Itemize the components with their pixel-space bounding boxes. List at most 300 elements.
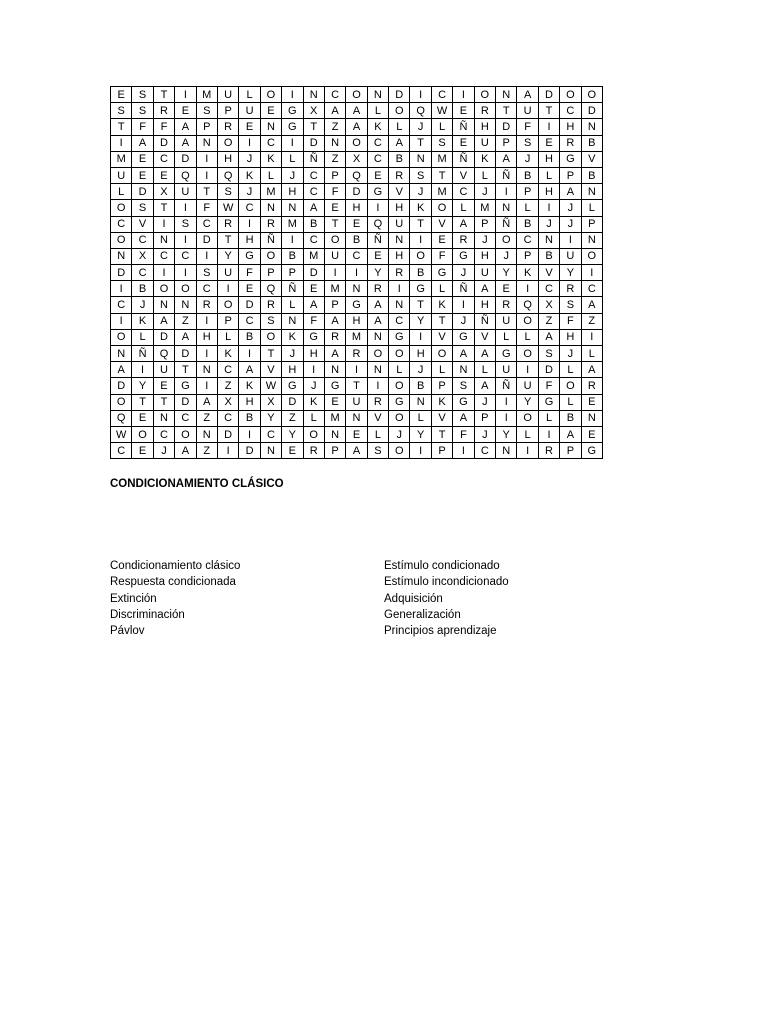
grid-cell: L: [260, 167, 281, 183]
grid-cell: E: [367, 167, 388, 183]
grid-cell: A: [111, 362, 132, 378]
grid-cell: T: [431, 167, 452, 183]
grid-cell: L: [303, 410, 324, 426]
grid-cell: X: [153, 184, 174, 200]
grid-cell: B: [346, 232, 367, 248]
grid-cell: Q: [175, 167, 196, 183]
word-list-column-1: [110, 558, 240, 639]
grid-cell: C: [303, 184, 324, 200]
grid-cell: C: [431, 87, 452, 103]
grid-cell: Z: [282, 410, 303, 426]
grid-cell: P: [196, 119, 217, 135]
grid-cell: N: [196, 135, 217, 151]
grid-cell: D: [538, 87, 559, 103]
word-list-item: Estímulo condicionado: [384, 560, 500, 572]
grid-cell: I: [153, 265, 174, 281]
grid-cell: N: [111, 248, 132, 264]
grid-cell: M: [324, 410, 345, 426]
grid-cell: H: [346, 313, 367, 329]
grid-cell: E: [132, 151, 153, 167]
grid-cell: B: [239, 410, 260, 426]
grid-cell: S: [260, 313, 281, 329]
grid-cell: H: [239, 394, 260, 410]
grid-row: [111, 281, 603, 297]
grid-cell: O: [217, 297, 238, 313]
grid-cell: N: [496, 87, 517, 103]
grid-cell: S: [111, 103, 132, 119]
grid-cell: Z: [217, 378, 238, 394]
word-search-grid: [110, 86, 603, 459]
grid-cell: P: [324, 443, 345, 459]
grid-cell: O: [389, 410, 410, 426]
grid-cell: B: [581, 135, 602, 151]
grid-cell: C: [560, 103, 581, 119]
grid-cell: U: [496, 362, 517, 378]
grid-cell: J: [474, 426, 495, 442]
grid-cell: O: [474, 87, 495, 103]
grid-row: [111, 394, 603, 410]
grid-cell: J: [410, 119, 431, 135]
grid-cell: E: [453, 103, 474, 119]
grid-cell: R: [217, 216, 238, 232]
grid-cell: D: [389, 87, 410, 103]
grid-row: [111, 248, 603, 264]
grid-cell: K: [282, 329, 303, 345]
grid-cell: C: [367, 151, 388, 167]
grid-cell: A: [560, 426, 581, 442]
grid-cell: R: [367, 281, 388, 297]
grid-cell: F: [517, 119, 538, 135]
grid-cell: J: [560, 346, 581, 362]
grid-cell: M: [431, 151, 452, 167]
grid-cell: T: [496, 103, 517, 119]
grid-cell: R: [260, 297, 281, 313]
grid-cell: T: [346, 378, 367, 394]
grid-cell: D: [175, 394, 196, 410]
grid-cell: J: [474, 394, 495, 410]
grid-cell: G: [367, 184, 388, 200]
grid-cell: T: [260, 346, 281, 362]
grid-cell: O: [111, 394, 132, 410]
grid-cell: S: [453, 378, 474, 394]
grid-cell: T: [431, 313, 452, 329]
grid-cell: L: [367, 426, 388, 442]
grid-cell: A: [474, 378, 495, 394]
grid-cell: N: [389, 232, 410, 248]
grid-row: [111, 87, 603, 103]
grid-cell: J: [410, 184, 431, 200]
grid-cell: G: [175, 378, 196, 394]
grid-cell: Q: [346, 167, 367, 183]
grid-cell: P: [517, 248, 538, 264]
grid-row: [111, 200, 603, 216]
grid-cell: A: [453, 346, 474, 362]
grid-cell: I: [453, 297, 474, 313]
grid-cell: D: [538, 362, 559, 378]
grid-cell: P: [474, 410, 495, 426]
grid-cell: O: [389, 103, 410, 119]
grid-cell: D: [303, 265, 324, 281]
grid-cell: L: [367, 103, 388, 119]
grid-cell: I: [196, 346, 217, 362]
grid-cell: E: [496, 281, 517, 297]
grid-cell: K: [217, 346, 238, 362]
grid-cell: W: [111, 426, 132, 442]
grid-cell: S: [431, 135, 452, 151]
grid-cell: H: [474, 297, 495, 313]
grid-cell: T: [153, 200, 174, 216]
grid-cell: C: [474, 443, 495, 459]
grid-cell: J: [453, 313, 474, 329]
grid-cell: I: [410, 329, 431, 345]
word-list-item: Extinción: [110, 592, 157, 605]
grid-cell: P: [217, 103, 238, 119]
grid-cell: I: [282, 232, 303, 248]
grid-cell: A: [474, 281, 495, 297]
grid-cell: R: [196, 297, 217, 313]
grid-cell: D: [196, 232, 217, 248]
grid-cell: C: [175, 248, 196, 264]
grid-cell: A: [474, 346, 495, 362]
grid-cell: J: [410, 362, 431, 378]
grid-cell: P: [217, 313, 238, 329]
grid-cell: Ñ: [453, 281, 474, 297]
grid-cell: G: [282, 378, 303, 394]
grid-cell: B: [282, 248, 303, 264]
grid-cell: R: [474, 103, 495, 119]
grid-cell: O: [431, 200, 452, 216]
grid-cell: N: [389, 297, 410, 313]
grid-cell: E: [303, 281, 324, 297]
grid-cell: A: [453, 216, 474, 232]
grid-cell: L: [389, 119, 410, 135]
grid-cell: N: [410, 151, 431, 167]
grid-cell: C: [153, 248, 174, 264]
grid-cell: N: [196, 362, 217, 378]
grid-cell: I: [217, 443, 238, 459]
grid-row: [111, 443, 603, 459]
grid-cell: C: [581, 281, 602, 297]
grid-cell: E: [260, 103, 281, 119]
grid-cell: G: [538, 394, 559, 410]
grid-cell: K: [260, 151, 281, 167]
grid-cell: H: [389, 248, 410, 264]
grid-cell: V: [132, 216, 153, 232]
grid-cell: S: [132, 200, 153, 216]
grid-cell: A: [153, 313, 174, 329]
grid-cell: O: [111, 232, 132, 248]
grid-cell: M: [282, 216, 303, 232]
grid-cell: L: [560, 394, 581, 410]
grid-cell: P: [496, 135, 517, 151]
word-list-item: Principios aprendizaje: [384, 625, 497, 638]
grid-cell: A: [175, 119, 196, 135]
grid-cell: E: [581, 394, 602, 410]
grid-cell: Ñ: [453, 119, 474, 135]
grid-cell: Z: [581, 313, 602, 329]
grid-cell: I: [175, 232, 196, 248]
grid-cell: N: [410, 394, 431, 410]
grid-cell: D: [175, 151, 196, 167]
grid-cell: P: [324, 297, 345, 313]
grid-cell: C: [132, 265, 153, 281]
word-list-item: Generalización: [384, 608, 461, 621]
grid-cell: A: [496, 151, 517, 167]
grid-cell: A: [367, 297, 388, 313]
grid-cell: C: [111, 443, 132, 459]
grid-cell: A: [517, 87, 538, 103]
grid-cell: I: [560, 232, 581, 248]
grid-cell: A: [538, 329, 559, 345]
grid-cell: Y: [282, 426, 303, 442]
grid-cell: Ñ: [303, 151, 324, 167]
grid-cell: Ñ: [474, 313, 495, 329]
grid-cell: T: [410, 216, 431, 232]
grid-cell: I: [538, 119, 559, 135]
grid-cell: Y: [217, 248, 238, 264]
grid-cell: Ñ: [496, 378, 517, 394]
word-list-item: Respuesta condicionada: [110, 576, 236, 589]
grid-cell: G: [389, 329, 410, 345]
grid-cell: A: [175, 329, 196, 345]
grid-cell: C: [260, 426, 281, 442]
grid-cell: C: [517, 232, 538, 248]
grid-cell: V: [431, 216, 452, 232]
grid-cell: N: [260, 200, 281, 216]
grid-cell: B: [389, 151, 410, 167]
grid-cell: O: [175, 281, 196, 297]
grid-cell: I: [346, 265, 367, 281]
grid-cell: C: [153, 151, 174, 167]
grid-cell: O: [517, 313, 538, 329]
grid-cell: R: [367, 394, 388, 410]
grid-cell: N: [153, 410, 174, 426]
grid-cell: E: [538, 135, 559, 151]
grid-cell: J: [153, 443, 174, 459]
grid-cell: R: [260, 216, 281, 232]
grid-cell: G: [239, 248, 260, 264]
grid-cell: L: [581, 200, 602, 216]
grid-cell: A: [453, 410, 474, 426]
grid-cell: O: [517, 346, 538, 362]
grid-cell: I: [496, 394, 517, 410]
grid-cell: Ñ: [496, 216, 517, 232]
grid-cell: R: [538, 443, 559, 459]
grid-cell: C: [153, 426, 174, 442]
grid-cell: E: [346, 426, 367, 442]
grid-cell: L: [282, 297, 303, 313]
grid-cell: N: [453, 362, 474, 378]
grid-cell: I: [239, 216, 260, 232]
grid-cell: O: [217, 135, 238, 151]
grid-row: [111, 410, 603, 426]
grid-cell: U: [474, 265, 495, 281]
grid-cell: U: [217, 265, 238, 281]
grid-cell: K: [474, 151, 495, 167]
word-list-item: Discriminación: [110, 608, 185, 621]
word-list-item: Pávlov: [110, 625, 145, 638]
grid-cell: T: [324, 216, 345, 232]
grid-cell: Y: [260, 410, 281, 426]
grid-cell: I: [517, 362, 538, 378]
grid-cell: F: [538, 378, 559, 394]
grid-cell: K: [239, 167, 260, 183]
grid-cell: O: [581, 87, 602, 103]
grid-cell: T: [153, 394, 174, 410]
grid-cell: C: [196, 216, 217, 232]
grid-cell: N: [538, 232, 559, 248]
grid-cell: I: [367, 378, 388, 394]
grid-cell: I: [111, 281, 132, 297]
grid-cell: I: [111, 313, 132, 329]
grid-cell: X: [217, 394, 238, 410]
grid-cell: O: [260, 329, 281, 345]
grid-cell: C: [324, 87, 345, 103]
grid-cell: L: [517, 329, 538, 345]
grid-cell: N: [324, 135, 345, 151]
grid-cell: E: [346, 216, 367, 232]
grid-cell: M: [346, 329, 367, 345]
grid-cell: L: [239, 87, 260, 103]
grid-cell: I: [410, 443, 431, 459]
grid-cell: C: [239, 313, 260, 329]
grid-cell: I: [581, 329, 602, 345]
grid-cell: A: [324, 103, 345, 119]
grid-cell: H: [389, 200, 410, 216]
grid-cell: E: [324, 394, 345, 410]
grid-cell: M: [324, 281, 345, 297]
grid-cell: E: [239, 119, 260, 135]
grid-cell: I: [239, 346, 260, 362]
grid-cell: L: [581, 346, 602, 362]
grid-cell: U: [517, 378, 538, 394]
grid-cell: Z: [196, 443, 217, 459]
grid-cell: B: [538, 248, 559, 264]
grid-cell: D: [496, 119, 517, 135]
grid-cell: Q: [111, 410, 132, 426]
grid-cell: V: [474, 329, 495, 345]
grid-cell: W: [431, 103, 452, 119]
grid-cell: N: [581, 119, 602, 135]
grid-cell: F: [132, 119, 153, 135]
grid-cell: Y: [496, 426, 517, 442]
grid-cell: G: [431, 265, 452, 281]
grid-cell: S: [410, 167, 431, 183]
grid-cell: I: [389, 281, 410, 297]
grid-cell: I: [196, 167, 217, 183]
grid-cell: O: [260, 87, 281, 103]
grid-cell: I: [217, 281, 238, 297]
grid-cell: D: [111, 378, 132, 394]
grid-cell: A: [346, 119, 367, 135]
grid-cell: G: [303, 329, 324, 345]
grid-cell: I: [153, 216, 174, 232]
grid-cell: G: [324, 378, 345, 394]
grid-row: [111, 151, 603, 167]
grid-cell: E: [132, 410, 153, 426]
grid-cell: C: [175, 410, 196, 426]
grid-cell: N: [496, 200, 517, 216]
grid-cell: U: [389, 216, 410, 232]
grid-cell: E: [324, 200, 345, 216]
grid-cell: X: [303, 103, 324, 119]
grid-cell: V: [389, 184, 410, 200]
grid-cell: I: [196, 378, 217, 394]
grid-cell: P: [474, 216, 495, 232]
grid-cell: R: [217, 119, 238, 135]
grid-cell: X: [346, 151, 367, 167]
grid-cell: G: [282, 119, 303, 135]
grid-cell: V: [431, 329, 452, 345]
grid-cell: Ñ: [282, 281, 303, 297]
grid-cell: I: [453, 443, 474, 459]
grid-cell: I: [282, 135, 303, 151]
grid-cell: C: [303, 167, 324, 183]
grid-cell: N: [282, 313, 303, 329]
grid-cell: D: [153, 135, 174, 151]
grid-cell: E: [239, 281, 260, 297]
grid-cell: S: [538, 346, 559, 362]
grid-cell: I: [239, 135, 260, 151]
grid-cell: U: [217, 87, 238, 103]
grid-cell: L: [431, 281, 452, 297]
grid-cell: Z: [196, 410, 217, 426]
grid-cell: Z: [175, 313, 196, 329]
grid-cell: J: [453, 265, 474, 281]
grid-cell: U: [474, 135, 495, 151]
grid-cell: O: [346, 87, 367, 103]
grid-cell: H: [196, 329, 217, 345]
grid-cell: Ñ: [260, 232, 281, 248]
grid-cell: E: [175, 103, 196, 119]
grid-cell: D: [282, 394, 303, 410]
grid-cell: U: [346, 394, 367, 410]
grid-cell: N: [367, 329, 388, 345]
grid-cell: J: [517, 151, 538, 167]
grid-cell: U: [496, 313, 517, 329]
grid-cell: V: [431, 410, 452, 426]
grid-cell: A: [560, 184, 581, 200]
grid-cell: G: [453, 248, 474, 264]
grid-cell: O: [560, 87, 581, 103]
grid-cell: K: [239, 378, 260, 394]
grid-cell: G: [282, 103, 303, 119]
word-list-column-2: [384, 558, 509, 639]
grid-cell: R: [453, 232, 474, 248]
grid-cell: H: [538, 151, 559, 167]
grid-cell: F: [196, 200, 217, 216]
grid-cell: O: [175, 426, 196, 442]
grid-cell: L: [132, 329, 153, 345]
grid-cell: I: [324, 265, 345, 281]
grid-cell: H: [538, 184, 559, 200]
grid-cell: G: [581, 443, 602, 459]
grid-cell: H: [560, 119, 581, 135]
grid-row: [111, 216, 603, 232]
grid-cell: E: [431, 232, 452, 248]
grid-cell: V: [538, 265, 559, 281]
grid-cell: Ñ: [367, 232, 388, 248]
grid-cell: I: [496, 410, 517, 426]
grid-cell: L: [410, 410, 431, 426]
grid-cell: C: [111, 216, 132, 232]
grid-cell: K: [132, 313, 153, 329]
grid-cell: O: [346, 135, 367, 151]
grid-cell: U: [324, 248, 345, 264]
grid-cell: A: [175, 135, 196, 151]
grid-cell: T: [175, 362, 196, 378]
grid-cell: E: [132, 167, 153, 183]
